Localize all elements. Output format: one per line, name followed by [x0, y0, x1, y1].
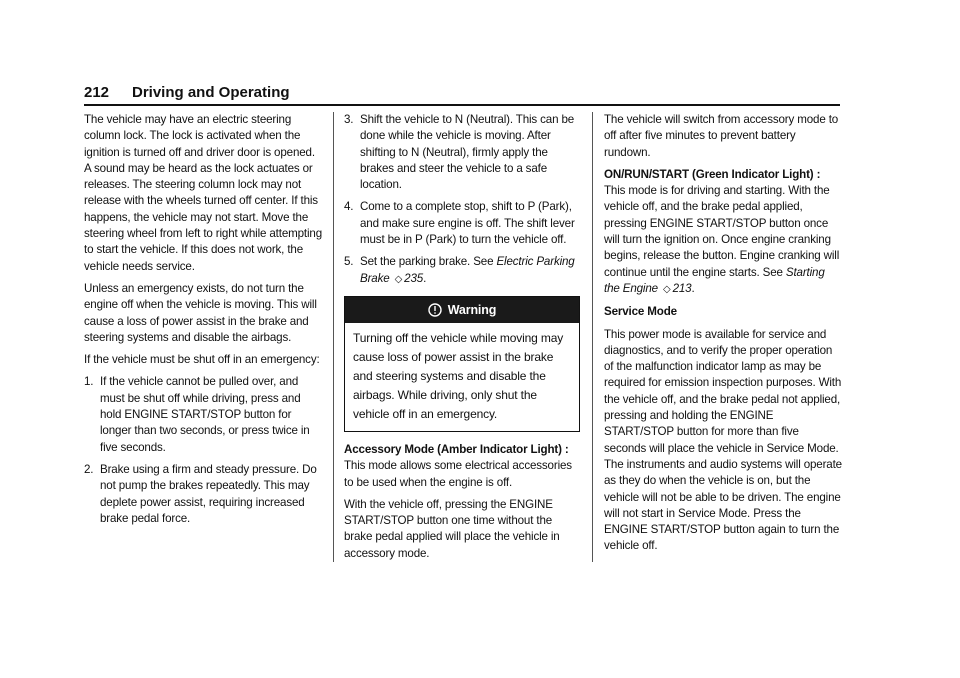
paragraph: This power mode is available for service and diagnostics, and to verify the proper operation of the malfunction indicator lamp as may be required for emission inspection purposes. With the vehicle off, and the brake pedal not applied, pressing and holding the ENGINE START/STOP button for more than five seconds will place the vehicle in Service Mode. The instruments and audio systems will operate as they do when the vehicle is on, but the vehicle will not be able to be driven. The engine will not start in Service Mode. Press the ENGINE START/STOP button again to turn the vehicle off. [604, 327, 842, 553]
section-title: Driving and Operating [132, 84, 290, 101]
list-item [344, 112, 580, 193]
paragraph: The vehicle may have an electric steering column lock. The lock is activated when the ignition is turned off and driver door is opened. A sound may be heard as the lock actuates or releases. The steering column lock may not release with the wheels turned off center. If this happens, the vehicle may not start. Move the steering wheel from left to right while attempting to start the vehicle. If this does not work, the vehicle needs service. [84, 113, 323, 273]
list-number: 2. [84, 462, 94, 476]
page-reference[interactable]: 235 [404, 271, 424, 285]
list-item [344, 254, 580, 288]
paragraph [344, 442, 580, 491]
page-ref-icon: ◇ [663, 283, 671, 295]
list-text: Brake using a firm and steady pressure. Do not pump the brakes repeatedly. This may deplete power assist, requiring increased brake pedal force. [100, 462, 317, 525]
column-1 [84, 112, 324, 533]
list-number: 4. [344, 200, 354, 214]
list-number: 3. [344, 113, 354, 126]
paragraph: The vehicle will switch from accessory mode to off after five minutes to prevent battery rundown. [604, 113, 839, 159]
on-run-start-text: This mode is for driving and starting. With the vehicle off, and the brake pedal applied, pressing ENGINE START/STOP button once will turn the ignition on. Once engine cranking begins, release the button. Engine cranking will continue until the engine starts. See [604, 184, 840, 279]
list-item [84, 374, 324, 455]
list-text: If the vehicle cannot be pulled over, and must be shut off while driving, press and hold ENGINE START/STOP button for longer than two seconds, or press twice in five seconds. [100, 375, 310, 454]
paragraph: If the vehicle must be shut off in an emergency: [84, 353, 320, 367]
list-text: Shift the vehicle to N (Neutral). This can be done while the vehicle is moving. After shifting to N (Neutral), firmly apply the brakes and steer the vehicle to a safe location. [360, 113, 575, 192]
accessory-mode-text: This mode allows some electrical accessories to be used when the engine is off. [344, 459, 572, 489]
page-header [84, 84, 840, 104]
service-mode-heading: Service Mode [604, 305, 677, 319]
list-text: Set the parking brake. See [360, 255, 494, 269]
column-3 [604, 112, 842, 561]
list-text: Come to a complete stop, shift to P (Park), and make sure engine is off. The shift lever must be in P (Park) to turn the vehicle off. [360, 200, 575, 247]
warning-text: Turning off the vehicle while moving may cause loss of power assist in the brake and steering systems and disable the airbags. While driving, only shut the vehicle off in an emergency. [353, 330, 564, 421]
page-number: 212 [84, 84, 110, 101]
paragraph: Unless an emergency exists, do not turn the engine off when the vehicle is moving. This will cause a loss of power assist in the brake and steering systems and disable the airbags. [84, 281, 317, 344]
paragraph: With the vehicle off, pressing the ENGINE START/STOP button one time without the brake pedal applied will place the vehicle in accessory mode. [344, 497, 560, 560]
warning-icon [428, 303, 442, 317]
punctuation: . [423, 271, 427, 285]
page-reference[interactable]: 213 [672, 281, 692, 295]
cross-reference-link[interactable]: Starting the Engine [604, 265, 825, 295]
paragraph [604, 167, 842, 298]
header-rule [84, 104, 840, 106]
punctuation: . [691, 281, 695, 295]
warning-box [344, 296, 580, 432]
warning-title: Warning [447, 302, 497, 317]
on-run-start-label: ON/RUN/START (Green Indicator Light) : [604, 167, 821, 181]
list-item [344, 199, 580, 248]
list-number: 1. [84, 375, 94, 389]
column-divider [592, 112, 593, 562]
cross-reference-link[interactable]: Electric Parking Brake [360, 255, 575, 285]
page-ref-icon: ◇ [394, 273, 403, 285]
column-2 [344, 112, 580, 568]
list-item [84, 462, 324, 527]
warning-header [345, 297, 579, 323]
list-number: 5. [344, 255, 354, 269]
accessory-mode-label: Accessory Mode (Amber Indicator Light) : [344, 442, 569, 456]
column-divider [333, 112, 334, 562]
